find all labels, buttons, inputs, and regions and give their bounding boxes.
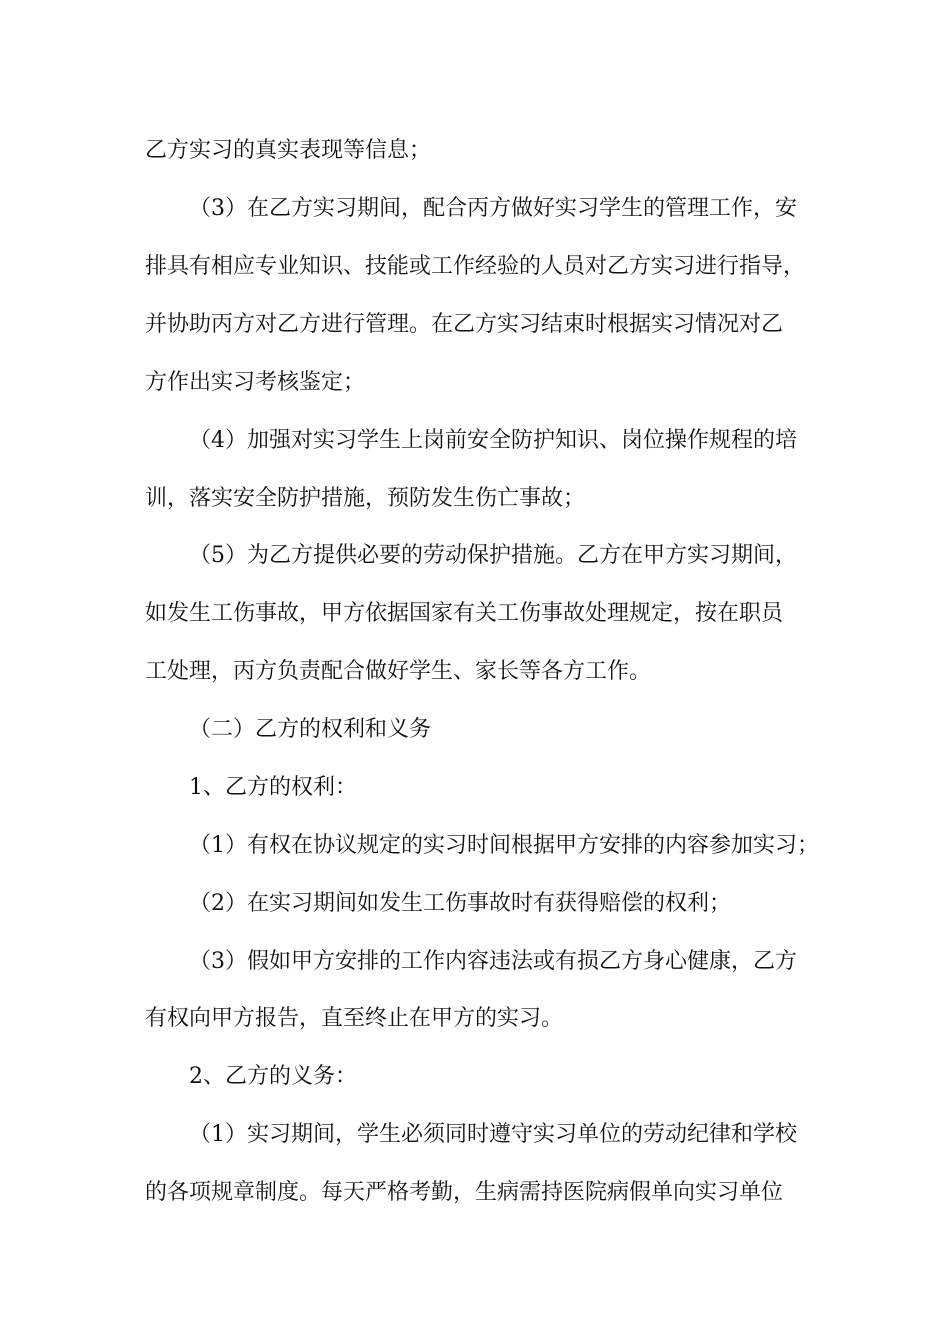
text-line — [0, 947, 950, 1005]
text-line — [0, 368, 950, 426]
line-text: 乙方实习的真实表现等信息； — [145, 138, 432, 163]
line-text: （5）为乙方提供必要的劳动保护措施。乙方在甲方实习期间， — [189, 543, 797, 568]
text-line — [0, 1178, 950, 1236]
line-text: （2）在实习期间如发生工伤事故时有获得赔偿的权利； — [189, 891, 731, 916]
line-text: （1）实习期间，学生必须同时遵守实习单位的劳动纪律和学校 — [189, 1122, 797, 1147]
line-text: 1、乙方的权利： — [189, 775, 357, 800]
line-text: 的各项规章制度。每天严格考勤，生病需持医院病假单向实习单位 — [145, 1180, 784, 1205]
text-line — [0, 252, 950, 310]
line-text: 如发生工伤事故，甲方依据国家有关工伤事故处理规定，按在职员 — [145, 601, 784, 626]
line-text: （二）乙方的权利和义务 — [189, 717, 432, 742]
subsection-heading — [0, 1062, 950, 1120]
text-line — [0, 194, 950, 252]
text-line — [0, 1004, 950, 1062]
line-text: （3）假如甲方安排的工作内容违法或有损乙方身心健康，乙方 — [189, 949, 797, 974]
section-heading — [0, 715, 950, 773]
subsection-heading — [0, 773, 950, 831]
text-line — [0, 657, 950, 715]
text-line — [0, 831, 950, 889]
line-text: 排具有相应专业知识、技能或工作经验的人员对乙方实习进行指导， — [145, 254, 806, 279]
text-line — [0, 889, 950, 947]
line-text: 并协助丙方对乙方进行管理。在乙方实习结束时根据实习情况对乙 — [145, 312, 784, 337]
line-text: （3）在乙方实习期间，配合丙方做好实习学生的管理工作，安 — [189, 196, 797, 221]
line-text: 方作出实习考核鉴定； — [145, 370, 366, 395]
text-line — [0, 541, 950, 599]
text-line — [0, 310, 950, 368]
line-text: 训，落实安全防护措施，预防发生伤亡事故； — [145, 486, 586, 511]
text-line — [0, 426, 950, 484]
line-text: 2、乙方的义务： — [189, 1064, 357, 1089]
text-line — [0, 484, 950, 542]
line-text: 有权向甲方报告，直至终止在甲方的实习。 — [145, 1006, 564, 1031]
line-text: （4）加强对实习学生上岗前安全防护知识、岗位操作规程的培 — [189, 428, 797, 453]
line-text: 工处理，丙方负责配合做好学生、家长等各方工作。 — [145, 659, 652, 684]
text-line — [0, 136, 950, 194]
text-line — [0, 1120, 950, 1178]
text-line — [0, 599, 950, 657]
line-text: （1）有权在协议规定的实习时间根据甲方安排的内容参加实习； — [189, 833, 819, 858]
